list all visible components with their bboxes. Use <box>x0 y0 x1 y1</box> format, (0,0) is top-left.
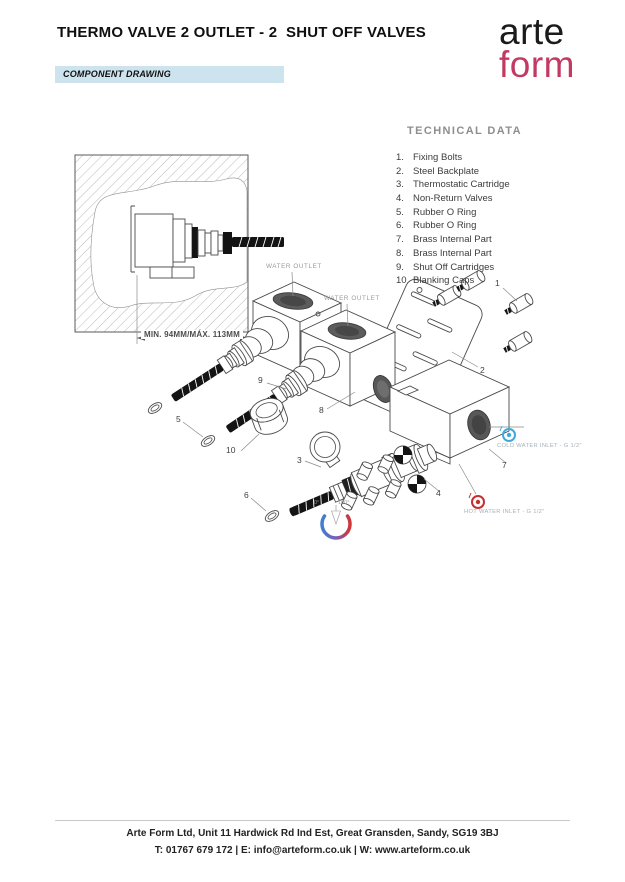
o-ring-5 <box>199 433 216 448</box>
footer-address: Arte Form Ltd, Unit 11 Hardwick Rd Ind Est, Great Gransden, Sandy, SG19 3BJ <box>126 828 499 839</box>
callout-2: 2 <box>480 365 485 375</box>
cold-water-inlet-label: COLD WATER INLET - G 1/2" <box>497 443 582 449</box>
callout-6: 6 <box>244 490 249 500</box>
callout-7: 7 <box>502 460 507 470</box>
callout-3: 3 <box>297 455 302 465</box>
water-outlet-label-1: WATER OUTLET <box>266 263 322 270</box>
section-label: COMPONENT DRAWING <box>63 69 171 79</box>
list-item: 8. Brass Internal Part <box>396 247 492 259</box>
technical-data-list <box>396 151 510 288</box>
callout-10: 10 <box>226 445 236 455</box>
temp-min-label: 0° <box>314 500 320 506</box>
footer-contact: T: 01767 679 172 | E: info@arteform.co.uk | W: www.arteform.co.uk <box>154 845 471 856</box>
gauge-head <box>310 432 340 468</box>
callout-8: 8 <box>319 405 324 415</box>
dimension-label: MIN. 94MM/MÁX. 113MM <box>141 330 243 339</box>
callout-9: 9 <box>258 375 263 385</box>
list-item: 2. Steel Backplate <box>396 165 480 177</box>
list-item: 7. Brass Internal Part <box>396 234 492 246</box>
list-item: 4. Non-Return Valves <box>396 193 493 205</box>
section-label-bar <box>55 66 284 83</box>
o-ring-a <box>146 400 163 415</box>
list-item: 6. Rubber O Ring <box>396 220 477 232</box>
temp-max-label: 100° <box>338 500 350 506</box>
callout-4: 4 <box>436 488 441 498</box>
logo-word-form: form <box>499 44 575 86</box>
footer-divider <box>55 820 570 821</box>
callout-1: 1 <box>495 278 500 288</box>
technical-data-heading: TECHNICAL DATA <box>407 125 522 137</box>
water-outlet-label-2: WATER OUTLET <box>324 295 380 302</box>
list-item: 1. Fixing Bolts <box>396 152 463 163</box>
temperature-dial <box>322 505 350 538</box>
arteform-logo <box>499 11 575 86</box>
list-item: 3. Thermostatic Cartridge <box>396 179 510 191</box>
callout-5: 5 <box>176 414 181 424</box>
list-item: 10. Blanking Caps <box>396 275 475 287</box>
hot-water-icon <box>469 493 484 508</box>
hot-water-inlet-label: HOT WATER INLET - G 1/2" <box>464 509 545 515</box>
list-item: 9. Shut Off Cartridges <box>396 261 495 273</box>
shut-off-cartridge-1 <box>166 339 255 409</box>
list-item: 5. Rubber O Ring <box>396 206 477 218</box>
page-title: THERMO VALVE 2 OUTLET - 2 SHUT OFF VALVES <box>57 24 426 42</box>
logo-word-arte: arte <box>499 11 565 52</box>
